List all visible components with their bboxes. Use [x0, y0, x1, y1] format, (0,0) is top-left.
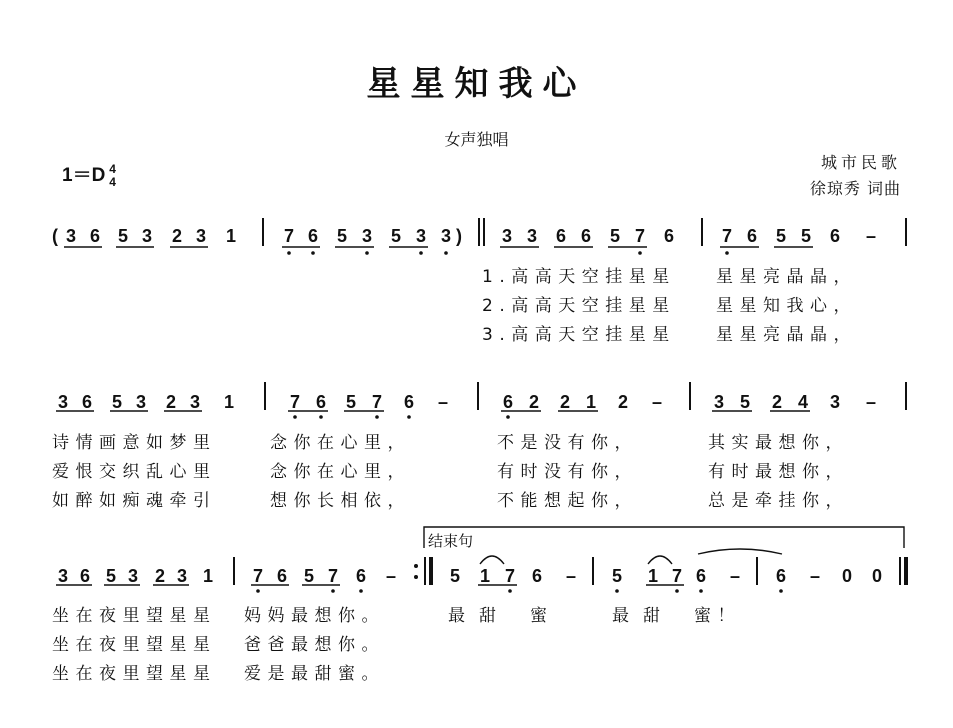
- octave-dot: [615, 589, 619, 593]
- note: 1: [480, 566, 491, 586]
- note: 5: [450, 566, 461, 586]
- note: 4: [798, 392, 809, 412]
- note: –: [566, 566, 577, 586]
- lyric-verse2-d: 有时最想你，: [708, 462, 849, 482]
- note: 3: [196, 226, 207, 246]
- lyric-verse2-c: 有时没有你，: [497, 462, 638, 482]
- note: 1: [226, 226, 237, 246]
- note: 5: [112, 392, 123, 412]
- note: 6: [503, 392, 514, 412]
- note: 6: [90, 226, 101, 246]
- note: (: [52, 226, 58, 246]
- note: 6: [696, 566, 707, 586]
- note: 6: [277, 566, 288, 586]
- beats-top: 4: [109, 161, 116, 176]
- note: 6: [356, 566, 367, 586]
- note: 2: [172, 226, 183, 246]
- note: 6: [404, 392, 415, 412]
- key-label: 1＝D: [62, 165, 106, 186]
- octave-dot: [407, 415, 411, 419]
- note: 3: [416, 226, 427, 246]
- note: 7: [290, 392, 301, 412]
- lyric-verse2-a: 爱恨交织乱心里: [52, 462, 217, 482]
- lyric-verse2-b: 爸爸最想你。: [244, 635, 385, 655]
- ending-label: 结束句: [428, 532, 474, 550]
- note: –: [866, 392, 877, 412]
- octave-dot: [331, 589, 335, 593]
- note: 3: [441, 226, 452, 246]
- note: 6: [776, 566, 787, 586]
- note: 2: [529, 392, 540, 412]
- note: 6: [556, 226, 567, 246]
- octave-dot: [319, 415, 323, 419]
- lyric-verse2-a: 坐在夜里望星星: [52, 635, 217, 655]
- note: 3: [502, 226, 513, 246]
- note: 3: [527, 226, 538, 246]
- lyric-verse1-a: 诗情画意如梦里: [52, 433, 217, 453]
- lyric-verse1-c: 最甜: [448, 606, 510, 626]
- note: 2: [772, 392, 783, 412]
- octave-dot: [365, 251, 369, 255]
- note: 7: [328, 566, 339, 586]
- note: 7: [505, 566, 516, 586]
- note: 6: [581, 226, 592, 246]
- note: 5: [610, 226, 621, 246]
- octave-dot: [725, 251, 729, 255]
- repeat-dot: [414, 575, 418, 579]
- octave-dot: [256, 589, 260, 593]
- lyric-verse3-d: 总是牵挂你，: [708, 491, 849, 511]
- lyric-verse1-d: 其实最想你，: [708, 433, 849, 453]
- lyric-verse2-a: 2.高高天空挂星星: [482, 296, 676, 316]
- song-title: 星星知我心: [366, 64, 587, 104]
- note: 5: [740, 392, 751, 412]
- octave-dot: [508, 589, 512, 593]
- note: 6: [316, 392, 327, 412]
- lyric-verse3-a: 如醉如痴魂牵引: [52, 491, 217, 511]
- lyric-verse2-b: 星星知我心，: [716, 296, 857, 316]
- lyric-verse1-b: 妈妈最想你。: [244, 606, 385, 626]
- note: –: [730, 566, 741, 586]
- note: 3: [714, 392, 725, 412]
- note: 7: [722, 226, 733, 246]
- note: 5: [337, 226, 348, 246]
- octave-dot: [444, 251, 448, 255]
- octave-dot: [311, 251, 315, 255]
- note: 5: [118, 226, 129, 246]
- note: 1: [648, 566, 659, 586]
- note: 7: [635, 226, 646, 246]
- octave-dot: [779, 589, 783, 593]
- note: 1: [203, 566, 214, 586]
- lyric-verse1-a: 坐在夜里望星星: [52, 606, 217, 626]
- octave-dot: [699, 589, 703, 593]
- note: 6: [308, 226, 319, 246]
- note: –: [652, 392, 663, 412]
- lyric-verse2-b: 念你在心里，: [270, 462, 411, 482]
- lyric-verse3-a: 坐在夜里望星星: [52, 664, 217, 684]
- repeat-dot: [414, 564, 418, 568]
- note: 3: [58, 566, 69, 586]
- lyric-verse3-c: 不能想起你，: [497, 491, 638, 511]
- note: 5: [106, 566, 117, 586]
- note: 5: [612, 566, 623, 586]
- octave-dot: [506, 415, 510, 419]
- beats-bottom: 4: [109, 174, 116, 189]
- octave-dot: [419, 251, 423, 255]
- note: 5: [391, 226, 402, 246]
- note: 3: [128, 566, 139, 586]
- note: ): [456, 226, 462, 246]
- author-credit: 徐琼秀 词曲: [809, 179, 901, 198]
- lyric-verse1-d: 蜜: [530, 606, 554, 626]
- octave-dot: [359, 589, 363, 593]
- note: 3: [190, 392, 201, 412]
- note: 3: [66, 226, 77, 246]
- note: 7: [284, 226, 295, 246]
- tie: [698, 549, 782, 554]
- note: 6: [830, 226, 841, 246]
- ending-bracket: [424, 527, 904, 548]
- lyric-verse1-f: 蜜！: [694, 606, 741, 626]
- note: 2: [166, 392, 177, 412]
- tie: [480, 556, 504, 564]
- lyric-verse3-b: 想你长相依，: [270, 491, 411, 511]
- lyric-verse1-a: 1.高高天空挂星星: [482, 267, 676, 287]
- note: 2: [155, 566, 166, 586]
- note: 6: [82, 392, 93, 412]
- octave-dot: [293, 415, 297, 419]
- note: 5: [346, 392, 357, 412]
- genre-credit: 城市民歌: [820, 153, 901, 172]
- lyric-verse1-b: 星星亮晶晶，: [716, 267, 857, 287]
- note: 1: [586, 392, 597, 412]
- tie: [648, 556, 672, 564]
- note: 7: [372, 392, 383, 412]
- lyric-verse3-b: 星星亮晶晶，: [716, 325, 857, 345]
- lyric-verse3-a: 3.高高天空挂星星: [482, 325, 676, 345]
- note: 6: [664, 226, 675, 246]
- octave-dot: [375, 415, 379, 419]
- note: 1: [224, 392, 235, 412]
- note: 5: [801, 226, 812, 246]
- note: 3: [362, 226, 373, 246]
- note: 5: [776, 226, 787, 246]
- note: 0: [872, 566, 883, 586]
- note: 6: [80, 566, 91, 586]
- lyric-verse1-e: 最甜: [612, 606, 674, 626]
- note: 7: [253, 566, 264, 586]
- note: –: [386, 566, 397, 586]
- note: –: [810, 566, 821, 586]
- octave-dot: [287, 251, 291, 255]
- note: 3: [58, 392, 69, 412]
- performance-type: 女声独唱: [444, 130, 509, 149]
- note: 6: [532, 566, 543, 586]
- note: 3: [177, 566, 188, 586]
- note: 2: [618, 392, 629, 412]
- lyric-verse1-c: 不是没有你，: [497, 433, 638, 453]
- octave-dot: [675, 589, 679, 593]
- lyric-verse1-b: 念你在心里，: [270, 433, 411, 453]
- note: 5: [304, 566, 315, 586]
- note: 6: [747, 226, 758, 246]
- note: 3: [830, 392, 841, 412]
- note: 3: [142, 226, 153, 246]
- note: 2: [560, 392, 571, 412]
- note: –: [438, 392, 449, 412]
- note: –: [866, 226, 877, 246]
- octave-dot: [638, 251, 642, 255]
- note: 0: [842, 566, 853, 586]
- note: 7: [672, 566, 683, 586]
- note: 3: [136, 392, 147, 412]
- lyric-verse3-b: 爱是最甜蜜。: [244, 664, 385, 684]
